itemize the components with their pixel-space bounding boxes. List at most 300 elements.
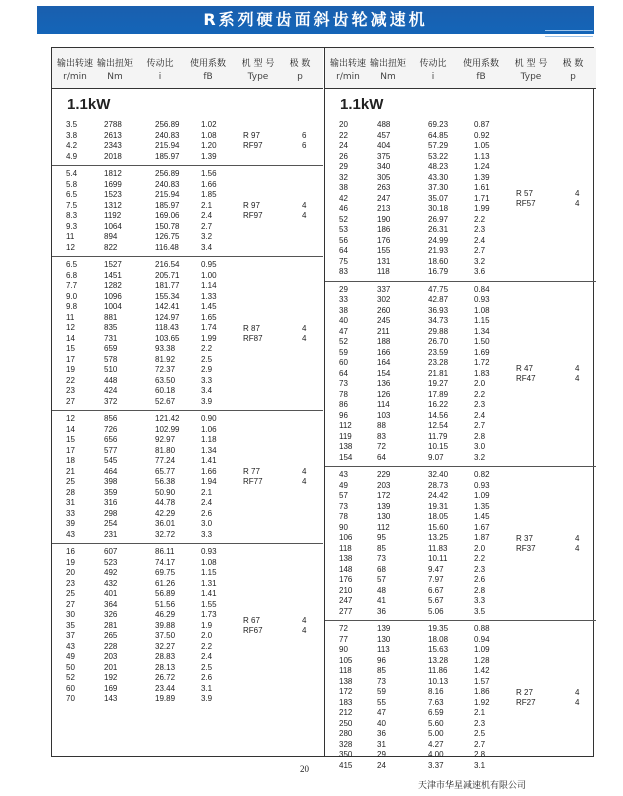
table-row bbox=[52, 488, 323, 499]
pole-count: 4 bbox=[302, 333, 307, 343]
cell-speed: 43 bbox=[66, 529, 75, 539]
table-row bbox=[325, 544, 596, 555]
cell-ratio: 65.77 bbox=[155, 466, 176, 476]
model-type: R 37 bbox=[516, 533, 533, 543]
table-row bbox=[52, 498, 323, 509]
cell-speed: 23 bbox=[66, 578, 75, 588]
page-title-banner bbox=[37, 6, 594, 34]
unit-type: Type bbox=[520, 72, 542, 82]
cell-ratio: 9.47 bbox=[428, 564, 444, 574]
page-title: R系列硬齿面斜齿轮减速机 bbox=[203, 10, 428, 29]
cell-speed: 7.5 bbox=[66, 200, 78, 210]
cell-service-factor: 2.7 bbox=[474, 421, 486, 430]
cell-torque: 372 bbox=[104, 396, 118, 406]
cell-speed: 15 bbox=[66, 344, 75, 353]
cell-ratio: 64.85 bbox=[428, 130, 449, 140]
cell-ratio: 81.80 bbox=[155, 445, 176, 455]
cell-ratio: 142.41 bbox=[155, 302, 180, 311]
cell-speed: 52 bbox=[66, 673, 75, 682]
cell-speed: 52 bbox=[339, 337, 348, 346]
cell-speed: 3.8 bbox=[66, 130, 78, 140]
cell-service-factor: 2.6 bbox=[201, 508, 213, 518]
table-row bbox=[52, 243, 323, 254]
cell-service-factor: 3.4 bbox=[201, 242, 213, 252]
cell-speed: 78 bbox=[339, 512, 348, 521]
cell-service-factor: 2.1 bbox=[201, 487, 213, 497]
cell-service-factor: 0.94 bbox=[474, 634, 490, 644]
table-row bbox=[52, 652, 323, 663]
cell-ratio: 18.60 bbox=[428, 256, 449, 266]
cell-speed: 72 bbox=[339, 624, 348, 633]
cell-torque: 139 bbox=[377, 501, 391, 511]
table-row bbox=[325, 502, 596, 513]
cell-torque: 36 bbox=[377, 729, 386, 738]
cell-torque: 203 bbox=[377, 480, 391, 490]
table-row bbox=[52, 131, 323, 142]
cell-ratio: 39.88 bbox=[155, 620, 176, 630]
cell-service-factor: 1.55 bbox=[201, 599, 217, 609]
model-group bbox=[325, 117, 596, 281]
cell-torque: 68 bbox=[377, 564, 386, 574]
cell-ratio: 150.78 bbox=[155, 221, 180, 231]
cell-speed: 138 bbox=[339, 676, 353, 686]
cell-speed: 23 bbox=[66, 386, 75, 395]
cell-ratio: 74.17 bbox=[155, 557, 176, 567]
cell-torque: 856 bbox=[104, 414, 118, 423]
cell-service-factor: 1.09 bbox=[474, 645, 490, 654]
cell-torque: 260 bbox=[377, 305, 391, 315]
model-type: RF57 bbox=[516, 198, 536, 208]
cell-service-factor: 2.4 bbox=[201, 498, 213, 507]
cell-speed: 350 bbox=[339, 750, 353, 759]
cell-service-factor: 1.99 bbox=[201, 333, 217, 343]
cell-speed: 77 bbox=[339, 634, 348, 644]
cell-speed: 21 bbox=[66, 466, 75, 476]
cell-torque: 131 bbox=[377, 256, 391, 266]
table-row bbox=[52, 477, 323, 488]
model-type: R 87 bbox=[243, 323, 260, 333]
model-type: RF47 bbox=[516, 373, 536, 383]
cell-ratio: 32.72 bbox=[155, 529, 176, 539]
cell-torque: 231 bbox=[104, 529, 118, 539]
model-group bbox=[325, 281, 596, 467]
cell-service-factor: 1.45 bbox=[201, 302, 217, 311]
cell-service-factor: 3.2 bbox=[201, 232, 213, 241]
power-label: 1.1kW bbox=[67, 96, 111, 113]
cell-ratio: 16.79 bbox=[428, 267, 449, 276]
cell-speed: 106 bbox=[339, 533, 353, 542]
cell-torque: 822 bbox=[104, 242, 118, 252]
cell-service-factor: 2.2 bbox=[474, 214, 486, 224]
table-row bbox=[52, 222, 323, 233]
cell-speed: 25 bbox=[66, 589, 75, 598]
cell-service-factor: 1.57 bbox=[474, 676, 490, 686]
table-row bbox=[52, 397, 323, 408]
cell-service-factor: 1.9 bbox=[201, 620, 213, 630]
pole-count: 4 bbox=[302, 323, 307, 333]
cell-ratio: 30.18 bbox=[428, 204, 449, 213]
cell-ratio: 13.25 bbox=[428, 533, 449, 542]
cell-speed: 12 bbox=[66, 242, 75, 252]
cell-ratio: 9.07 bbox=[428, 452, 444, 462]
cell-torque: 364 bbox=[104, 599, 118, 609]
table-row bbox=[325, 596, 596, 607]
unit-ratio: i bbox=[158, 72, 162, 82]
cell-ratio: 18.08 bbox=[428, 634, 449, 644]
cell-ratio: 185.97 bbox=[155, 200, 180, 210]
table-row bbox=[325, 337, 596, 348]
table-row bbox=[325, 400, 596, 411]
cell-ratio: 7.97 bbox=[428, 575, 444, 584]
table-row bbox=[52, 376, 323, 387]
cell-torque: 1096 bbox=[104, 291, 122, 301]
table-row bbox=[325, 390, 596, 401]
cell-speed: 78 bbox=[339, 389, 348, 399]
cell-service-factor: 1.73 bbox=[201, 610, 217, 619]
cell-torque: 1699 bbox=[104, 179, 122, 189]
table-row bbox=[52, 519, 323, 530]
cell-torque: 2613 bbox=[104, 130, 122, 140]
cell-torque: 2343 bbox=[104, 141, 122, 150]
header-poles: 极 数 bbox=[562, 59, 584, 69]
cell-ratio: 56.89 bbox=[155, 589, 176, 598]
cell-ratio: 36.93 bbox=[428, 305, 449, 315]
cell-service-factor: 1.86 bbox=[474, 687, 490, 696]
table-row bbox=[325, 257, 596, 268]
model-type: R 27 bbox=[516, 687, 533, 697]
cell-service-factor: 2.8 bbox=[474, 750, 486, 759]
cell-speed: 328 bbox=[339, 739, 353, 749]
cell-speed: 6.5 bbox=[66, 190, 78, 199]
cell-ratio: 86.11 bbox=[155, 547, 175, 556]
left-table-body bbox=[52, 117, 323, 708]
table-row bbox=[325, 348, 596, 359]
cell-speed: 118 bbox=[339, 666, 352, 675]
table-row bbox=[325, 369, 596, 380]
unit-ratio: i bbox=[431, 72, 435, 82]
cell-service-factor: 2.2 bbox=[201, 641, 213, 651]
cell-speed: 172 bbox=[339, 687, 353, 696]
cell-service-factor: 3.9 bbox=[201, 694, 213, 703]
cell-speed: 280 bbox=[339, 729, 353, 738]
cell-ratio: 116.48 bbox=[155, 242, 179, 252]
table-row bbox=[325, 645, 596, 656]
cell-speed: 47 bbox=[339, 326, 348, 336]
table-row bbox=[52, 694, 323, 705]
cell-torque: 731 bbox=[104, 333, 118, 343]
cell-speed: 6.8 bbox=[66, 270, 78, 280]
cell-torque: 24 bbox=[377, 760, 386, 770]
cell-speed: 247 bbox=[339, 596, 353, 605]
cell-speed: 22 bbox=[339, 130, 348, 140]
cell-service-factor: 2.4 bbox=[474, 235, 486, 245]
table-row bbox=[325, 666, 596, 677]
cell-service-factor: 2.4 bbox=[474, 410, 486, 420]
cell-service-factor: 0.87 bbox=[474, 120, 490, 129]
cell-ratio: 102.99 bbox=[155, 424, 180, 434]
cell-speed: 29 bbox=[339, 162, 348, 171]
cell-torque: 298 bbox=[104, 508, 118, 518]
table-row bbox=[52, 211, 323, 222]
cell-torque: 881 bbox=[104, 312, 118, 322]
cell-torque: 302 bbox=[377, 295, 391, 304]
table-row bbox=[325, 267, 596, 278]
model-type: RF37 bbox=[516, 543, 536, 553]
table-row bbox=[52, 201, 323, 212]
cell-ratio: 5.67 bbox=[428, 596, 444, 605]
cell-ratio: 10.13 bbox=[428, 676, 449, 686]
cell-torque: 464 bbox=[104, 466, 118, 476]
cell-speed: 19 bbox=[66, 557, 75, 567]
table-row bbox=[325, 162, 596, 173]
cell-torque: 404 bbox=[377, 141, 391, 150]
cell-service-factor: 1.05 bbox=[474, 141, 490, 150]
cell-ratio: 215.94 bbox=[155, 141, 180, 150]
cell-torque: 398 bbox=[104, 477, 118, 486]
cell-speed: 73 bbox=[339, 379, 348, 388]
header-torque: 输出扭矩 bbox=[96, 59, 133, 69]
cell-ratio: 7.63 bbox=[428, 697, 444, 707]
cell-speed: 138 bbox=[339, 554, 353, 563]
table-row bbox=[325, 236, 596, 247]
cell-torque: 96 bbox=[377, 655, 386, 665]
cell-speed: 33 bbox=[66, 508, 75, 518]
right-panel bbox=[324, 48, 596, 770]
cell-torque: 245 bbox=[377, 316, 391, 325]
cell-torque: 176 bbox=[377, 235, 391, 245]
table-row bbox=[325, 204, 596, 215]
cell-torque: 432 bbox=[104, 578, 118, 588]
cell-ratio: 28.83 bbox=[155, 652, 176, 661]
cell-ratio: 60.18 bbox=[155, 386, 176, 395]
cell-ratio: 63.50 bbox=[155, 375, 176, 385]
cell-service-factor: 1.06 bbox=[201, 424, 217, 434]
cell-speed: 31 bbox=[66, 498, 75, 507]
table-row bbox=[325, 698, 596, 709]
cell-torque: 577 bbox=[104, 445, 118, 455]
table-row bbox=[52, 292, 323, 303]
cell-speed: 415 bbox=[339, 760, 353, 770]
cell-service-factor: 2.7 bbox=[474, 739, 486, 749]
cell-speed: 15 bbox=[66, 435, 75, 444]
cell-service-factor: 2.6 bbox=[474, 575, 486, 584]
table-row bbox=[325, 411, 596, 422]
cell-service-factor: 1.42 bbox=[474, 666, 490, 675]
table-row bbox=[52, 456, 323, 467]
cell-service-factor: 3.4 bbox=[201, 386, 213, 395]
cell-speed: 210 bbox=[339, 585, 353, 595]
cell-torque: 607 bbox=[104, 547, 118, 556]
pole-count: 6 bbox=[302, 131, 307, 140]
model-type: RF97 bbox=[243, 211, 263, 220]
table-row bbox=[325, 306, 596, 317]
header-ratio: 传动比 bbox=[146, 59, 174, 69]
cell-ratio: 61.26 bbox=[155, 578, 176, 588]
cell-ratio: 51.56 bbox=[155, 599, 176, 609]
unit-service-factor: fB bbox=[476, 72, 486, 82]
table-row bbox=[52, 509, 323, 520]
model-group bbox=[52, 410, 323, 543]
cell-torque: 2788 bbox=[104, 120, 122, 129]
cell-torque: 190 bbox=[377, 214, 391, 224]
cell-torque: 1282 bbox=[104, 281, 122, 290]
cell-torque: 139 bbox=[377, 624, 391, 633]
cell-torque: 40 bbox=[377, 718, 386, 728]
cell-service-factor: 1.39 bbox=[474, 172, 490, 182]
table-row bbox=[325, 554, 596, 565]
cell-torque: 166 bbox=[377, 347, 391, 357]
cell-service-factor: 1.00 bbox=[201, 270, 217, 280]
pole-count: 4 bbox=[575, 373, 580, 383]
cell-service-factor: 2.5 bbox=[474, 729, 486, 738]
cell-service-factor: 3.3 bbox=[201, 375, 213, 385]
cell-service-factor: 2.0 bbox=[474, 379, 486, 388]
cell-service-factor: 1.35 bbox=[474, 501, 490, 511]
cell-ratio: 11.86 bbox=[428, 666, 448, 675]
cell-ratio: 10.15 bbox=[428, 442, 449, 451]
table-row bbox=[325, 624, 596, 635]
cell-ratio: 103.65 bbox=[155, 333, 180, 343]
table-row bbox=[325, 141, 596, 152]
cell-service-factor: 0.82 bbox=[474, 470, 490, 479]
cell-service-factor: 2.5 bbox=[201, 354, 213, 364]
cell-service-factor: 1.24 bbox=[474, 162, 490, 171]
cell-service-factor: 1.74 bbox=[201, 323, 217, 332]
cell-speed: 112 bbox=[339, 421, 352, 430]
cell-speed: 138 bbox=[339, 442, 353, 451]
cell-ratio: 4.00 bbox=[428, 750, 444, 759]
table-row bbox=[52, 610, 323, 621]
header-speed: 输出转速 bbox=[56, 59, 93, 69]
table-row bbox=[52, 467, 323, 478]
cell-ratio: 47.75 bbox=[428, 284, 449, 294]
table-row bbox=[52, 190, 323, 201]
header-type: 机 型 号 bbox=[514, 59, 548, 69]
cell-ratio: 34.73 bbox=[428, 316, 449, 325]
cell-speed: 60 bbox=[339, 358, 348, 367]
table-row bbox=[52, 232, 323, 243]
cell-ratio: 11.79 bbox=[428, 431, 448, 441]
cell-service-factor: 0.93 bbox=[201, 547, 217, 556]
cell-speed: 118 bbox=[339, 543, 352, 553]
cell-torque: 164 bbox=[377, 358, 391, 367]
cell-speed: 49 bbox=[66, 652, 75, 661]
model-group bbox=[52, 543, 323, 708]
power-label: 1.1kW bbox=[340, 96, 384, 113]
cell-ratio: 118.43 bbox=[155, 323, 179, 332]
cell-speed: 53 bbox=[339, 225, 348, 234]
table-row bbox=[52, 365, 323, 376]
cell-torque: 130 bbox=[377, 512, 391, 521]
cell-ratio: 17.89 bbox=[428, 389, 449, 399]
cell-speed: 17 bbox=[66, 445, 75, 455]
cell-torque: 64 bbox=[377, 452, 386, 462]
cell-service-factor: 1.41 bbox=[201, 589, 217, 598]
model-type: R 57 bbox=[516, 188, 533, 198]
table-row bbox=[52, 558, 323, 569]
table-row bbox=[325, 131, 596, 142]
header-type: 机 型 号 bbox=[241, 59, 275, 69]
cell-speed: 4.2 bbox=[66, 141, 78, 150]
cell-ratio: 69.23 bbox=[428, 120, 449, 129]
table-row bbox=[325, 635, 596, 646]
cell-service-factor: 0.92 bbox=[474, 130, 490, 140]
cell-ratio: 43.30 bbox=[428, 172, 449, 182]
header-speed: 输出转速 bbox=[329, 59, 366, 69]
cell-speed: 19 bbox=[66, 365, 75, 374]
model-type: R 97 bbox=[243, 201, 260, 210]
cell-speed: 32 bbox=[339, 172, 348, 182]
cell-ratio: 50.90 bbox=[155, 487, 176, 497]
cell-speed: 18 bbox=[66, 456, 75, 465]
cell-speed: 64 bbox=[339, 368, 348, 378]
table-row bbox=[325, 421, 596, 432]
cell-speed: 3.5 bbox=[66, 120, 78, 129]
table-row bbox=[325, 327, 596, 338]
cell-torque: 1527 bbox=[104, 260, 122, 269]
table-row bbox=[52, 589, 323, 600]
table-row bbox=[325, 173, 596, 184]
cell-service-factor: 1.83 bbox=[474, 368, 490, 378]
cell-speed: 52 bbox=[339, 214, 348, 224]
cell-service-factor: 2.7 bbox=[201, 221, 213, 231]
cell-torque: 57 bbox=[377, 575, 386, 584]
cell-ratio: 185.97 bbox=[155, 151, 180, 161]
table-row bbox=[325, 575, 596, 586]
cell-torque: 72 bbox=[377, 442, 386, 451]
cell-service-factor: 2.2 bbox=[201, 344, 213, 353]
cell-service-factor: 1.41 bbox=[201, 456, 217, 465]
right-table-body bbox=[325, 117, 596, 774]
cell-service-factor: 1.56 bbox=[201, 169, 217, 178]
model-group bbox=[52, 256, 323, 410]
cell-ratio: 36.01 bbox=[155, 519, 176, 528]
cell-ratio: 121.42 bbox=[155, 414, 180, 423]
cell-torque: 203 bbox=[104, 652, 118, 661]
cell-service-factor: 2.4 bbox=[201, 211, 213, 220]
cell-ratio: 181.77 bbox=[155, 281, 180, 290]
table-row bbox=[52, 169, 323, 180]
cell-speed: 42 bbox=[339, 193, 348, 203]
cell-service-factor: 2.1 bbox=[474, 708, 486, 717]
cell-service-factor: 2.8 bbox=[474, 431, 486, 441]
table-row bbox=[52, 446, 323, 457]
cell-ratio: 32.27 bbox=[155, 641, 176, 651]
cell-service-factor: 3.2 bbox=[474, 452, 486, 462]
cell-speed: 14 bbox=[66, 333, 75, 343]
cell-torque: 281 bbox=[104, 620, 118, 630]
table-row bbox=[52, 141, 323, 152]
cell-ratio: 256.89 bbox=[155, 120, 180, 129]
cell-speed: 212 bbox=[339, 708, 353, 717]
cell-ratio: 52.67 bbox=[155, 396, 176, 406]
table-row bbox=[325, 183, 596, 194]
cell-speed: 20 bbox=[66, 568, 75, 577]
cell-service-factor: 3.0 bbox=[474, 442, 486, 451]
header-service-factor: 使用系数 bbox=[462, 59, 499, 69]
model-type: R 77 bbox=[243, 467, 260, 476]
cell-speed: 20 bbox=[339, 120, 348, 129]
cell-torque: 29 bbox=[377, 750, 386, 759]
cell-service-factor: 1.85 bbox=[201, 190, 217, 199]
cell-service-factor: 1.39 bbox=[201, 151, 217, 161]
cell-torque: 85 bbox=[377, 666, 386, 675]
model-group bbox=[325, 620, 596, 774]
cell-service-factor: 2.3 bbox=[474, 718, 486, 728]
cell-speed: 26 bbox=[339, 151, 348, 161]
cell-torque: 1192 bbox=[104, 211, 122, 220]
table-header-right bbox=[325, 48, 596, 89]
